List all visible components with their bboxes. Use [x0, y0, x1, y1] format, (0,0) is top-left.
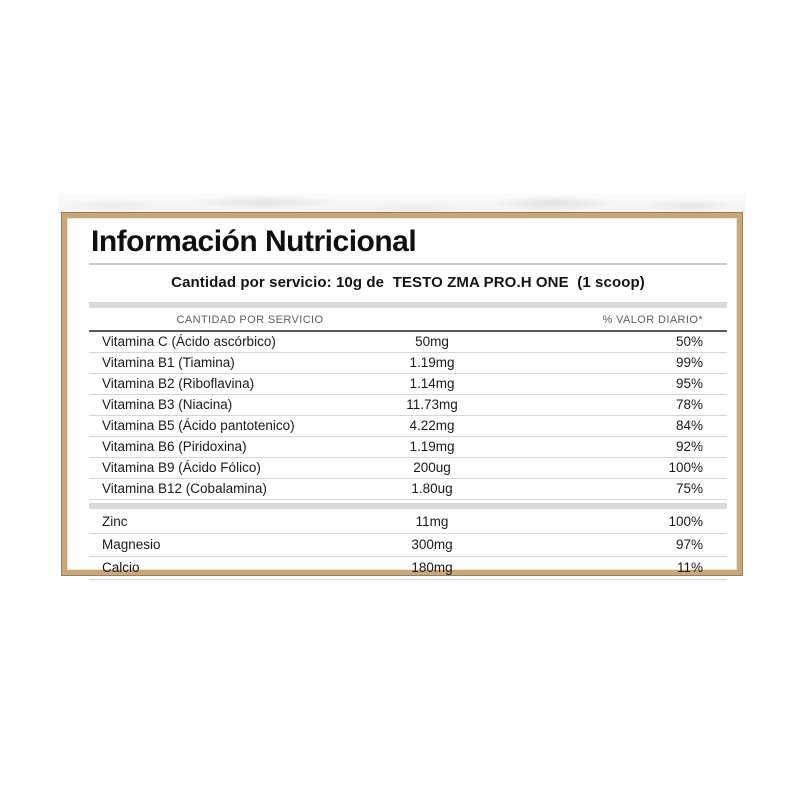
nutrient-amount: 4.22mg: [409, 418, 455, 433]
daily-value-column-header: % VALOR DIARIO*: [602, 313, 703, 326]
table-row-vitamin-c: [89, 332, 727, 353]
nutrition-label: [62, 213, 742, 575]
nutrient-amount: 1.19mg: [409, 439, 455, 454]
nutrient-name: Magnesio: [102, 537, 161, 552]
table-row-vitamin-b12: [89, 479, 727, 500]
nutrient-daily-value: 100%: [668, 514, 703, 529]
nutrient-daily-value: 95%: [675, 376, 703, 391]
nutrient-daily-value: 92%: [675, 439, 703, 454]
nutrient-name: Vitamina B6 (Piridoxina): [102, 439, 247, 454]
label-title: Información Nutricional: [91, 225, 417, 258]
nutrient-name: Vitamina C (Ácido ascórbico): [102, 334, 276, 349]
table-row-zinc: [89, 511, 727, 534]
nutrient-daily-value: 99%: [675, 355, 703, 370]
nutrient-amount: 11.73mg: [406, 397, 458, 412]
nutrient-daily-value: 50%: [675, 334, 703, 349]
table-row-vitamin-b5: [89, 416, 727, 437]
table-row-vitamin-b3: [89, 395, 727, 416]
table-row-magnesio: [89, 534, 727, 557]
table-row-vitamin-b1: [89, 353, 727, 374]
nutrient-daily-value: 75%: [675, 481, 703, 496]
nutrient-name: Vitamina B1 (Tiamina): [102, 355, 235, 370]
table-row-vitamin-b2: [89, 374, 727, 395]
amount-column-header: CANTIDAD POR SERVICIO: [176, 313, 324, 326]
nutrient-amount: 300mg: [411, 537, 453, 552]
nutrient-amount: 1.80ug: [411, 481, 453, 496]
table-row-vitamin-b6: [89, 437, 727, 458]
nutrient-amount: 50mg: [415, 334, 449, 349]
nutrient-daily-value: 100%: [668, 460, 703, 475]
nutrient-name: Vitamina B12 (Cobalamina): [102, 481, 267, 496]
serving-size-line: Cantidad por servicio: 10g de TESTO ZMA PRO.H ONE (1 scoop): [171, 273, 645, 291]
nutrient-name: Vitamina B3 (Niacina): [102, 397, 233, 412]
nutrient-name: Vitamina B5 (Ácido pantotenico): [102, 418, 295, 433]
table-header-row: [89, 308, 727, 332]
nutrient-daily-value: 97%: [675, 537, 703, 552]
nutrient-daily-value: 84%: [675, 418, 703, 433]
marble-texture: [58, 194, 746, 215]
nutrient-daily-value: 11%: [676, 560, 703, 575]
table-row-vitamin-b9: [89, 458, 727, 479]
nutrient-amount: 11mg: [415, 514, 449, 529]
nutrient-amount: 1.14mg: [409, 376, 455, 391]
nutrient-name: Calcio: [102, 560, 140, 575]
nutrition-table: [89, 308, 727, 580]
nutrient-daily-value: 78%: [675, 397, 703, 412]
section-divider-bar-minerals: [89, 503, 727, 509]
nutrient-name: Vitamina B9 (Ácido Fólico): [102, 460, 261, 475]
nutrient-name: Vitamina B2 (Riboflavina): [102, 376, 255, 391]
nutrient-amount: 1.19mg: [409, 355, 455, 370]
title-divider: [89, 263, 727, 265]
nutrient-amount: 200ug: [413, 460, 451, 475]
nutrient-amount: 180mg: [411, 560, 453, 575]
table-row-calcio: [89, 557, 727, 580]
nutrient-name: Zinc: [102, 514, 128, 529]
